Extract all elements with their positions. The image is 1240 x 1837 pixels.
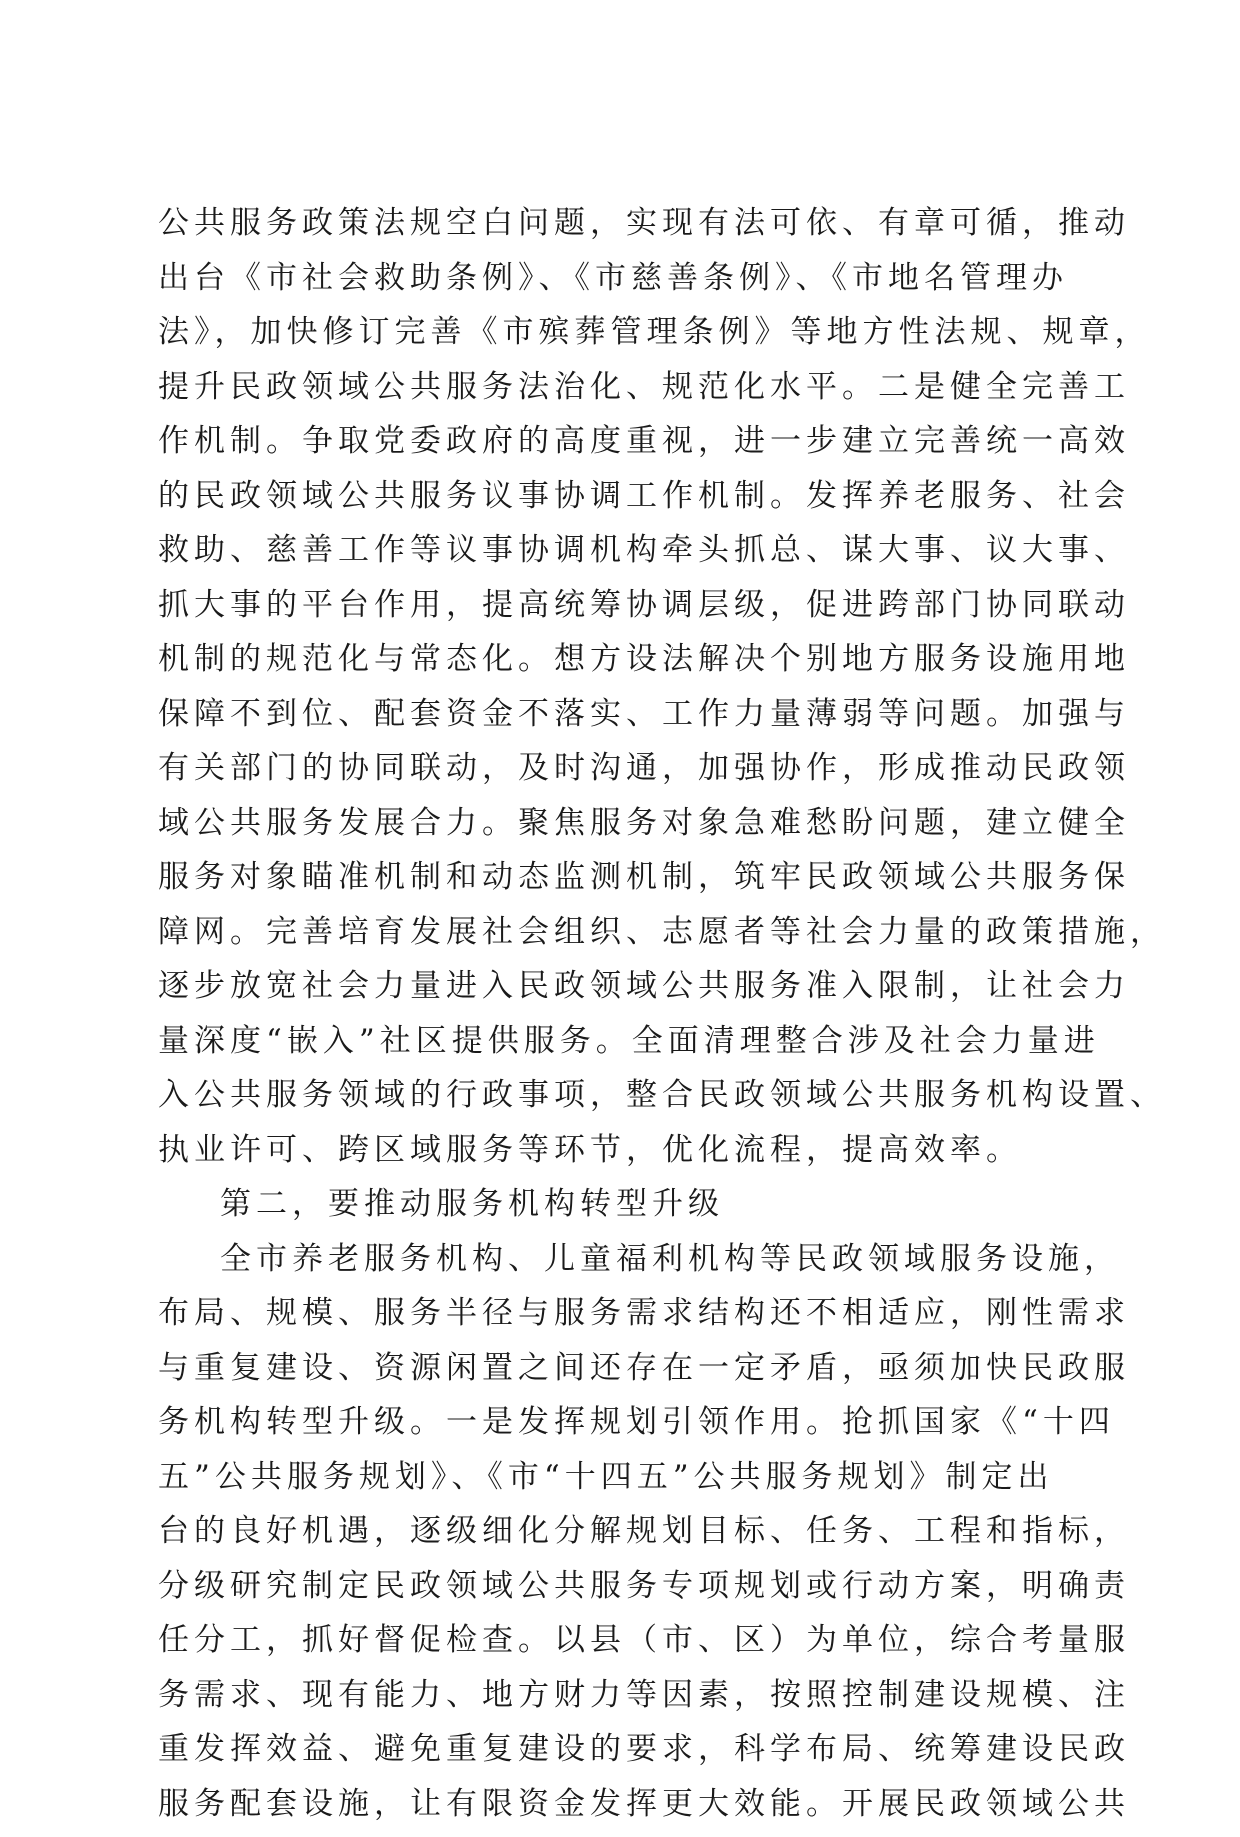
text-line: 提升民政领域公共服务法治化、规范化水平。二是健全完善工 xyxy=(158,368,1130,405)
text-line: 量深度“嵌入”社区提供服务。全面清理整合涉及社会力量进 xyxy=(158,1022,1100,1059)
text-line: 执业许可、跨区域服务等环节，优化流程，提高效率。 xyxy=(158,1131,1022,1168)
text-line: 入公共服务领域的行政事项，整合民政领域公共服务机构设置、 xyxy=(158,1077,1166,1113)
text-line: 五”公共服务规划》、《市“十四五”公共服务规划》制定出 xyxy=(158,1458,1054,1495)
text-line: 台的良好机遇，逐级细化分解规划目标、任务、工程和指标， xyxy=(158,1513,1130,1549)
text-line: 分级研究制定民政领域公共服务专项规划或行动方案，明确责 xyxy=(158,1567,1130,1604)
text-line: 务需求、现有能力、地方财力等因素，按照控制建设规模、注 xyxy=(158,1676,1130,1713)
text-line: 抓大事的平台作用，提高统筹协调层级，促进跨部门协同联动 xyxy=(158,586,1130,623)
text-line: 障网。完善培育发展社会组织、志愿者等社会力量的政策措施， xyxy=(158,913,1166,950)
text-line: 重发挥效益、避免重复建设的要求，科学布局、统筹建设民政 xyxy=(158,1731,1130,1767)
text-line: 法》，加快修订完善《市殡葬管理条例》等地方性法规、规章， xyxy=(158,314,1151,350)
text-line: 机制的规范化与常态化。想方设法解决个别地方服务设施用地 xyxy=(158,641,1130,677)
section-heading: 第二，要推动服务机构转型升级 xyxy=(220,1186,724,1222)
text-line: 域公共服务发展合力。聚焦服务对象急难愁盼问题，建立健全 xyxy=(158,804,1130,841)
text-line: 服务配套设施，让有限资金发挥更大效能。开展民政领域公共 xyxy=(158,1785,1130,1822)
paragraph-first-line: 全市养老服务机构、儿童福利机构等民政领域服务设施， xyxy=(220,1240,1120,1277)
text-line: 公共服务政策法规空白问题，实现有法可依、有章可循，推动 xyxy=(158,205,1130,241)
text-line: 布局、规模、服务半径与服务需求结构还不相适应，刚性需求 xyxy=(158,1295,1130,1331)
text-line: 任分工，抓好督促检查。以县（市、区）为单位，综合考量服 xyxy=(158,1622,1130,1658)
text-line: 有关部门的协同联动，及时沟通，加强协作，形成推动民政领 xyxy=(158,750,1130,786)
text-line: 出台《市社会救助条例》、《市慈善条例》、《市地名管理办 xyxy=(158,259,1068,296)
text-line: 的民政领域公共服务议事协调工作机制。发挥养老服务、社会 xyxy=(158,477,1130,514)
text-line: 逐步放宽社会力量进入民政领域公共服务准入限制，让社会力 xyxy=(158,968,1130,1004)
text-line: 救助、慈善工作等议事协调机构牵头抓总、谋大事、议大事、 xyxy=(158,532,1130,568)
text-line: 保障不到位、配套资金不落实、工作力量薄弱等问题。加强与 xyxy=(158,695,1130,732)
text-line: 与重复建设、资源闲置之间还存在一定矛盾，亟须加快民政服 xyxy=(158,1349,1130,1386)
text-line: 务机构转型升级。一是发挥规划引领作用。抢抓国家《“十四 xyxy=(158,1404,1115,1440)
text-line: 服务对象瞄准机制和动态监测机制，筑牢民政领域公共服务保 xyxy=(158,859,1130,895)
text-line: 作机制。争取党委政府的高度重视，进一步建立完善统一高效 xyxy=(158,423,1130,459)
document-page xyxy=(158,202,1166,1837)
